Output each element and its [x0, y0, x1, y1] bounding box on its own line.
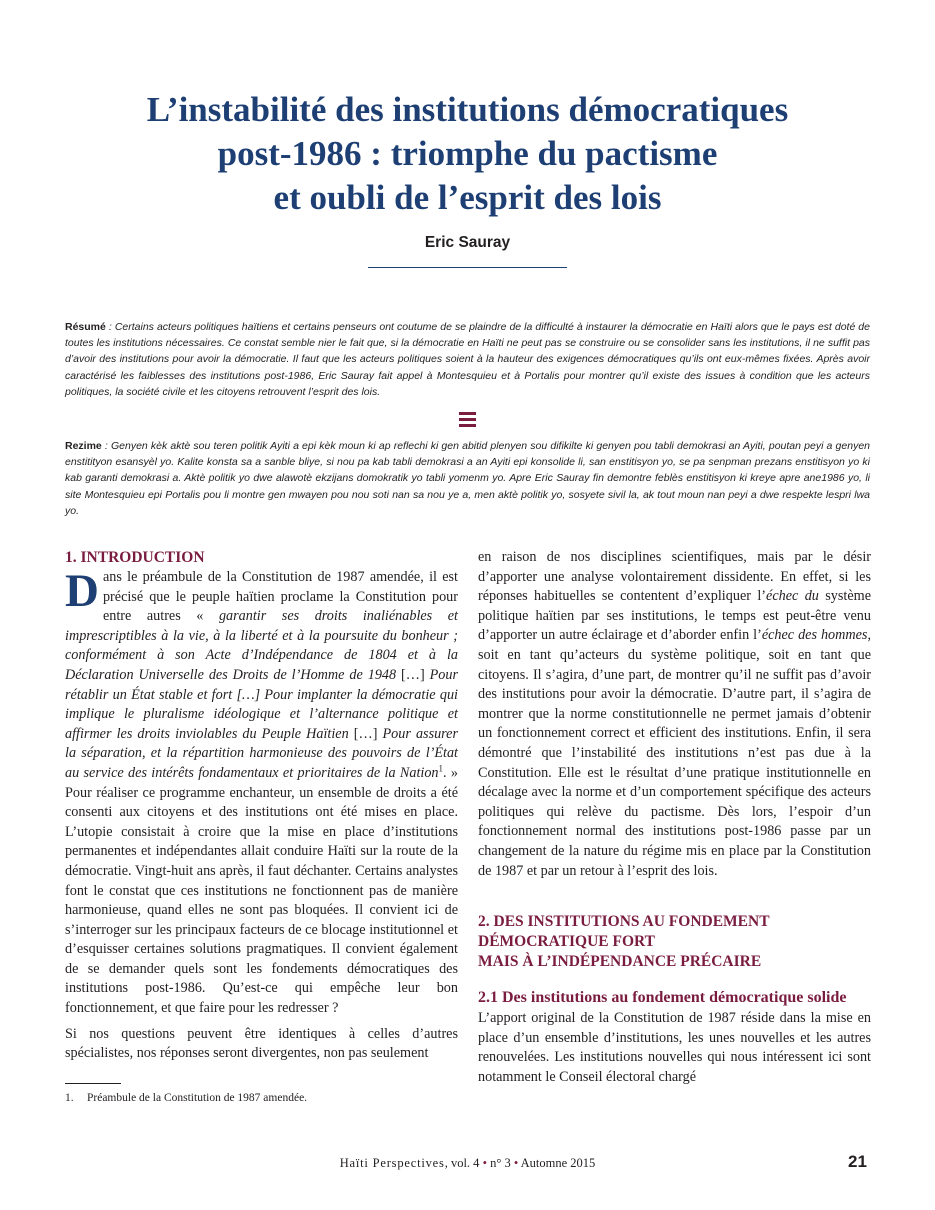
- journal-name: Haïti Perspectives: [339, 1156, 445, 1170]
- p1-mid-2: […]: [348, 725, 383, 742]
- title-line-1: L’instabilité des institutions démocratiques: [146, 90, 789, 129]
- section-2-heading-line-3: MAIS À L’INDÉPENDANCE PRÉCAIRE: [478, 953, 762, 971]
- three-bar-ornament-icon: [459, 412, 476, 428]
- resume-label: Résumé: [65, 321, 106, 333]
- author-divider: [368, 267, 567, 268]
- resume-text: : Certains acteurs politiques haïtiens et certains penseurs ont coutume de se plaindre de la difficulté à instaurer la démocratie en Haïti alors que le pays est doté de toutes les institutions nécessaires. Ce constat semble nier le fait que, si la démocratie en Haïti ne peut pas se construire ou se consolider sans les institutions, il ne suffit pas d’avoir des institutions pour avoir la démocratie. Il faut que les acteurs politiques soient à la hauteur des exigences démocratiques qu’ils ont eux-mêmes fixées. Après avoir caractérisé les faiblesses des institutions post-1986, Eric Sauray fait appel à Montesquieu et à Portalis pour montrer qu’il existe des issues à condition que les acteurs politiques, la société civile et les citoyens retrouvent l’esprit des lois.: [65, 321, 870, 398]
- footer-season: Automne 2015: [518, 1156, 596, 1170]
- p2-part-c: , soit en tant qu’acteurs du système politique, soit en tant que citoyens. Il s’agira, d’une part, de montrer qu’il ne suffit pas d’avoir des institutions pour avoir la démocratie. D’autre part, il s’agira de montrer que la norme constitutionnelle ne permet jamais d’obtenir un fonctionnement correct et efficient des institutions. Enfin, il sera démontré que l’instabilité des institutions n’est pas due à la Constitution. Elle est le résultat d’une pratique institutionnelle en décalage avec la norme et d’un comportement spécifique des acteurs politiques qui relève du pactisme. Dès lors, l’espoir d’un fonctionnement normal des institutions post-1986 passe par un changement de la nature du régime mis en place par la Constitution de 1987 et par un retour à l’esprit des lois.: [478, 627, 871, 879]
- footnote-text: Préambule de la Constitution de 1987 amendée.: [87, 1092, 308, 1104]
- section-2-heading: [478, 912, 871, 972]
- footnote-number: 1.: [65, 1092, 74, 1104]
- p2-italic-1: échec du: [766, 588, 819, 605]
- rezime-abstract: [65, 438, 870, 519]
- drop-cap: D: [65, 565, 99, 617]
- p1-quote-1: garantir ses droits inaliénables et imprescriptibles à la vie, à la liberté et à la poursuite du bonheur ; conformément à son Acte d’Indépendance de 1804 et à la Déclaration Universelle des Droits de l’Homme de 1948: [65, 608, 458, 683]
- p1-start: ans le préambule de la Constitution de 1987 amendée, il est précisé que le peuple haïtien proclame la Constitution pour entre autres «: [102, 569, 458, 625]
- section-2-heading-line-1: 2. DES INSTITUTIONS AU FONDEMENT: [478, 913, 770, 931]
- p2-left-text: Si nos questions peuvent être identiques à celles d’autres spécialistes, nos réponses seront divergentes, non pas seulement: [65, 1025, 458, 1062]
- body-column-left: [65, 548, 458, 1064]
- p1-mid: […]: [396, 666, 430, 683]
- article-title: [60, 88, 875, 220]
- p1-rest: Pour réaliser ce programme enchanteur, un ensemble de droits a été consenti aux citoyens et des institutions ont été mises en place. L’utopie consistait à croire que la mise en place d’institutions permanentes et indépendantes allait conduire Haïti sur la route de la démocratie. Vingt-huit ans après, il faut déchanter. Certains analystes font le constat que ces institutions ne fonctionnent pas de manière harmonieuse, quand elles ne sont pas bloquées. Il convient ici de s’interroger sur les principaux facteurs de ce blocage institutionnel et d’esquisser certaines solutions pragmatiques. Il convient également de se demander quels sont les fondements démocratiques des institutions post-1986. Qu’est-ce qui empêche leur bon fonctionnement, et que faire pour les redresser ?: [65, 784, 458, 1017]
- footer-volume: , vol. 4: [444, 1156, 483, 1170]
- p2-part-b: système politique haïtien par ses institutions, le temps est peut-être venu d’apporter un autre éclairage et d’aborder enfin l’: [478, 588, 871, 644]
- paragraph-2-start: [65, 1025, 458, 1064]
- footer-separator: •: [482, 1156, 487, 1170]
- author-name: Eric Sauray: [424, 234, 511, 251]
- body-column-right: [478, 548, 871, 1087]
- footnote-ref[interactable]: 1: [438, 763, 444, 774]
- section-2-heading-line-2: DÉMOCRATIQUE FORT: [478, 933, 655, 951]
- paragraph-1: [65, 565, 459, 1019]
- rezime-text: : Genyen kèk aktè sou teren politik Ayiti a epi kèk moun ki ap reflechi ki gen abitid plenyen sou difikilte ki genyen pou tabli demokrasi an Ayiti, poutan peyi a genyen enstitityon esansyèl yo. Kalite konsta sa a sanble bliye, si nou pa kab tabli demokrasi a an Ayiti epi konsolide li, san enstitisyon yo, se pa senpman prezans enstitisyon yo ki kab garanti demokrasi a. Aktè politik yo dwe alawotè ekzijans domokratik yo tabli yomenm yo. Apre Eric Sauray fin demontre feblès enstitisyon ki kreye apre ane1986 yo, li site Montesquieu epi Portalis pou li montre gen mwayen pou nou soti nan sa nou ye a, men aktè politik yo, sosyete sivil la, ak tout moun nan peyi a dwe respekte lespri lwa yo.: [65, 440, 870, 517]
- footnote-divider: [65, 1083, 121, 1084]
- paragraph-2-cont: [478, 548, 871, 881]
- page-footer: [0, 1156, 935, 1171]
- p1-quote-3: Pour assurer la séparation, et la répartition harmonieuse des pouvoirs de l’État au service des intérêts fondamentaux et prioritaires de la Nation: [65, 725, 458, 781]
- p1-quote-2: Pour rétablir un État stable et fort […] Pour implanter la démocratie qui implique le pluralisme idéologique et l’alternance politique et affirmer les droits inviolables du Peuple Haïtien: [65, 666, 458, 742]
- p2-right-text: en raison de nos disciplines scientifiques, mais par le désir d’apporter une analyse volontairement dissidente. En effet, si les réponses habituelles se contentent d’expliquer l’: [478, 549, 871, 605]
- footer-issue: n° 3: [486, 1156, 514, 1170]
- title-line-3: et oubli de l’esprit des lois: [273, 178, 662, 217]
- section-2-1-heading: 2.1 Des institutions au fondement démocratique solide: [478, 989, 847, 1007]
- footnote: [65, 1092, 307, 1104]
- footer-separator: •: [513, 1156, 519, 1170]
- section-1-heading: 1. INTRODUCTION: [65, 549, 205, 566]
- rezime-label: Rezime: [65, 440, 102, 452]
- p2-italic-2: échec des hommes: [761, 627, 868, 644]
- resume-abstract: [65, 319, 870, 400]
- page-number: 21: [848, 1152, 867, 1171]
- p1-close: . »: [443, 764, 459, 781]
- paragraph-3: L’apport original de la Constitution de 1987 réside dans la mise en place d’un ensemble d’institutions, les unes nouvelles et les autres renouvelées. Les institutions nouvelles qui nous intéressent ici sont notamment le Conseil électoral chargé: [478, 1010, 871, 1085]
- title-line-2: post-1986 : triomphe du pactisme: [217, 134, 718, 173]
